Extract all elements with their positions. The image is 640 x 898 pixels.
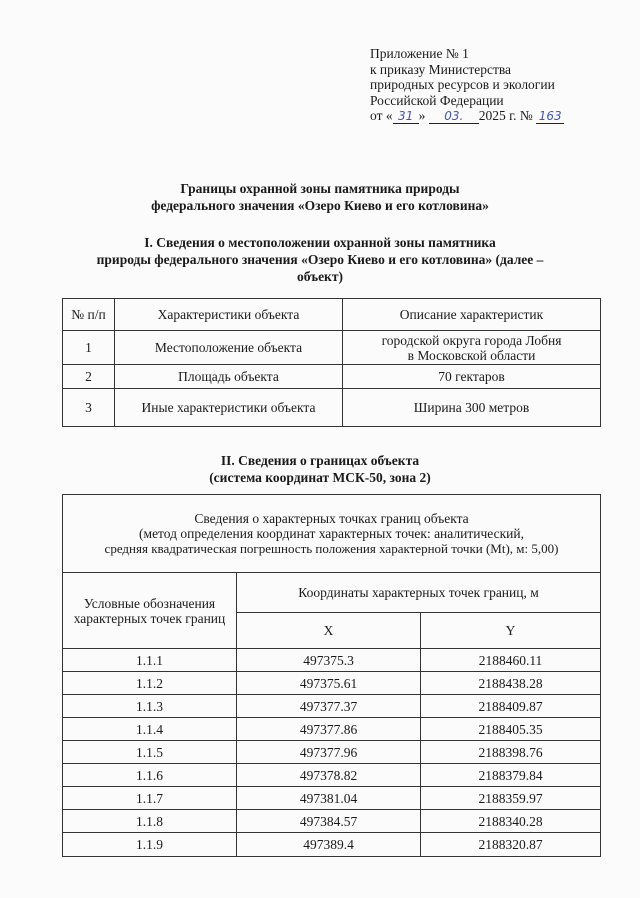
- attachment-line-4: Российской Федерации: [370, 92, 504, 108]
- point-id: 1.1.8: [63, 810, 237, 833]
- header-coordinates: Координаты характерных точек границ, м: [237, 573, 601, 613]
- point-x: 497389.4: [237, 833, 421, 857]
- point-y: 2188379.84: [421, 764, 601, 787]
- point-y: 2188320.87: [421, 833, 601, 857]
- caption-line-3: средняя квадратическая погрешность положения характерной точки (Mt), м: 5,00): [104, 541, 559, 556]
- date-prefix: от «: [370, 108, 393, 123]
- point-y: 2188398.76: [421, 741, 601, 764]
- point-y: 2188359.97: [421, 787, 601, 810]
- point-header-line-2: характерных точек границ: [73, 610, 226, 626]
- section-1-line-2: природы федерального значения «Озеро Киево и его котловина» (далее –: [96, 252, 544, 267]
- point-y: 2188340.28: [421, 810, 601, 833]
- date-day-field: [393, 109, 419, 124]
- point-x: 497377.37: [237, 695, 421, 718]
- section-1-line-1: I. Сведения о местоположении охранной зоны памятника: [144, 235, 496, 250]
- point-id: 1.1.9: [63, 833, 237, 857]
- attachment-date-line: [370, 108, 564, 124]
- table-row: [63, 741, 601, 764]
- point-x: 497375.3: [237, 649, 421, 672]
- point-y: 2188405.35: [421, 718, 601, 741]
- date-day: 31: [397, 109, 414, 123]
- description-line-2: в Московской области: [407, 347, 536, 363]
- title-line-2: федерального значения «Озеро Киево и его котловина»: [151, 198, 489, 213]
- table-row: [63, 695, 601, 718]
- table-row: [63, 787, 601, 810]
- header-number: № п/п: [63, 299, 115, 331]
- point-x: 497377.86: [237, 718, 421, 741]
- point-y: 2188460.11: [421, 649, 601, 672]
- header-point-designations: [63, 573, 237, 649]
- section-1-line-3: объект): [297, 269, 343, 284]
- header-y: Y: [421, 613, 601, 649]
- point-id: 1.1.7: [63, 787, 237, 810]
- section-1-heading: [0, 234, 640, 285]
- point-id: 1.1.4: [63, 718, 237, 741]
- row-number: 2: [63, 365, 115, 389]
- order-number: 163: [538, 109, 562, 123]
- header-characteristic: Характеристики объекта: [115, 299, 343, 331]
- boundary-points-table: [62, 494, 601, 857]
- number-sign: №: [519, 108, 533, 123]
- point-x: 497384.57: [237, 810, 421, 833]
- description-line-1: городской округа города Лобня: [381, 332, 562, 348]
- point-x: 497377.96: [237, 741, 421, 764]
- point-x: 497375.61: [237, 672, 421, 695]
- point-id: 1.1.5: [63, 741, 237, 764]
- attachment-line-3: природных ресурсов и экологии: [370, 77, 555, 92]
- date-month-field: [429, 109, 479, 124]
- row-number: 3: [63, 389, 115, 427]
- section-2-heading: [0, 452, 640, 486]
- table-row: [63, 389, 601, 427]
- point-id: 1.1.1: [63, 649, 237, 672]
- point-id: 1.1.6: [63, 764, 237, 787]
- point-header-line-1: Условные обозначения: [83, 595, 216, 611]
- table-row: [63, 810, 601, 833]
- row-number: 1: [63, 331, 115, 365]
- date-year: 2025 г.: [478, 108, 517, 123]
- row-description: Ширина 300 метров: [343, 389, 601, 427]
- section-2-line-2: (система координат МСК-50, зона 2): [209, 470, 431, 485]
- table-header-row: [63, 299, 601, 331]
- title-line-1: Границы охранной зоны памятника природы: [180, 181, 460, 196]
- table-row: [63, 672, 601, 695]
- row-characteristic: Местоположение объекта: [115, 331, 343, 365]
- caption-line-2: (метод определения координат характерных точек: аналитический,: [139, 526, 524, 541]
- table-header-row: [63, 573, 601, 613]
- date-mid: »: [418, 108, 426, 123]
- characteristics-table: [62, 298, 601, 427]
- row-characteristic: Площадь объекта: [115, 365, 343, 389]
- point-y: 2188438.28: [421, 672, 601, 695]
- row-description: 70 гектаров: [343, 365, 601, 389]
- table-row: [63, 764, 601, 787]
- point-id: 1.1.3: [63, 695, 237, 718]
- attachment-line-1: Приложение № 1: [370, 46, 469, 61]
- table-caption-row: [63, 495, 601, 573]
- caption-line-1: Сведения о характерных точках границ объекта: [194, 511, 469, 526]
- document-title: [0, 180, 640, 214]
- point-x: 497378.82: [237, 764, 421, 787]
- point-id: 1.1.2: [63, 672, 237, 695]
- attachment-header: [370, 46, 564, 124]
- table-row: [63, 365, 601, 389]
- header-description: Описание характеристик: [343, 299, 601, 331]
- table-caption: [63, 495, 601, 573]
- point-y: 2188409.87: [421, 695, 601, 718]
- table-row: [63, 331, 601, 365]
- order-number-field: [536, 109, 564, 124]
- row-characteristic: Иные характеристики объекта: [115, 389, 343, 427]
- table-row: [63, 718, 601, 741]
- attachment-line-2: к приказу Министерства: [370, 61, 512, 77]
- row-description: [343, 331, 601, 365]
- table-row: [63, 649, 601, 672]
- header-x: X: [237, 613, 421, 649]
- date-month: 03.: [444, 109, 464, 123]
- section-2-line-1: II. Сведения о границах объекта: [220, 453, 420, 468]
- table-row: [63, 833, 601, 857]
- point-x: 497381.04: [237, 787, 421, 810]
